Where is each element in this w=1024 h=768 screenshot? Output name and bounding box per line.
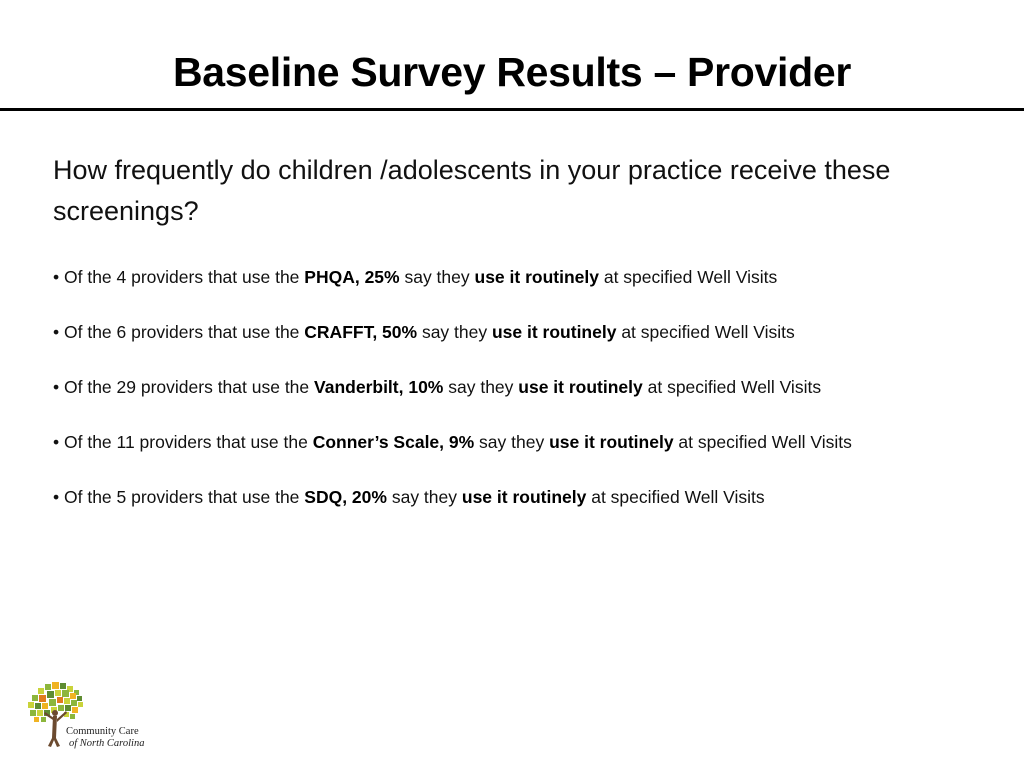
routine-emphasis: use it routinely <box>518 377 643 397</box>
screening-tool: Conner’s Scale, 9% <box>312 432 475 452</box>
logo-wordmark <box>66 726 144 750</box>
bullet-text-mid: say they <box>386 487 462 507</box>
bullet-text-pre: Of the 5 providers that use the <box>64 487 305 507</box>
screening-tool: PHQA, 25% <box>304 267 400 287</box>
slide-title: Baseline Survey Results – Provider <box>172 49 851 95</box>
result-item-phqa: • Of the 4 providers that use the PHQA, 25% say they use it routinely at specified Well Visits <box>53 267 778 287</box>
result-item-sdq: • Of the 5 providers that use the SDQ, 20% say they use it routinely at specified Well Visits <box>53 487 765 507</box>
result-item-vanderbilt: • Of the 29 providers that use the Vanderbilt, 10% say they use it routinely at specified Well Visits <box>53 377 822 397</box>
routine-emphasis: use it routinely <box>491 322 617 342</box>
results-list <box>53 264 963 539</box>
bullet-text-pre: Of the 29 providers that use the <box>64 377 315 397</box>
bullet-text-post: at specified Well Visits <box>598 267 778 287</box>
bullet-text-pre: Of the 4 providers that use the <box>64 267 305 287</box>
logo-line-2: of North Carolina <box>69 738 145 749</box>
survey-question: How frequently do children /adolescents in your practice receive these screenings? <box>53 155 891 226</box>
bullet-text-post: at specified Well Visits <box>586 487 765 507</box>
logo-line-1: Community Care <box>66 726 139 737</box>
routine-emphasis: use it routinely <box>461 487 587 507</box>
bullet-text-mid: say they <box>474 432 550 452</box>
bullet-text-post: at specified Well Visits <box>616 322 795 342</box>
screening-tool: Vanderbilt, 10% <box>314 377 444 397</box>
routine-emphasis: use it routinely <box>549 432 674 452</box>
routine-emphasis: use it routinely <box>474 267 599 287</box>
screening-tool: SDQ, 20% <box>304 487 387 507</box>
bullet-text-mid: say they <box>443 377 519 397</box>
result-item-conners: • Of the 11 providers that use the Conner’s Scale, 9% say they use it routinely at specified Well Visits <box>53 432 852 452</box>
bullet-text-mid: say they <box>399 267 475 287</box>
title-divider <box>0 108 1024 111</box>
bullet-text-post: at specified Well Visits <box>673 432 852 452</box>
bullet-text-post: at specified Well Visits <box>642 377 822 397</box>
result-item-crafft: • Of the 6 providers that use the CRAFFT, 50% say they use it routinely at specified Well Visits <box>53 322 795 342</box>
tree-trunk <box>44 710 67 747</box>
bullet-text-mid: say they <box>417 322 492 342</box>
screening-tool: CRAFFT, 50% <box>304 322 418 342</box>
bullet-text-pre: Of the 6 providers that use the <box>64 322 305 342</box>
bullet-text-pre: Of the 11 providers that use the <box>64 432 313 452</box>
